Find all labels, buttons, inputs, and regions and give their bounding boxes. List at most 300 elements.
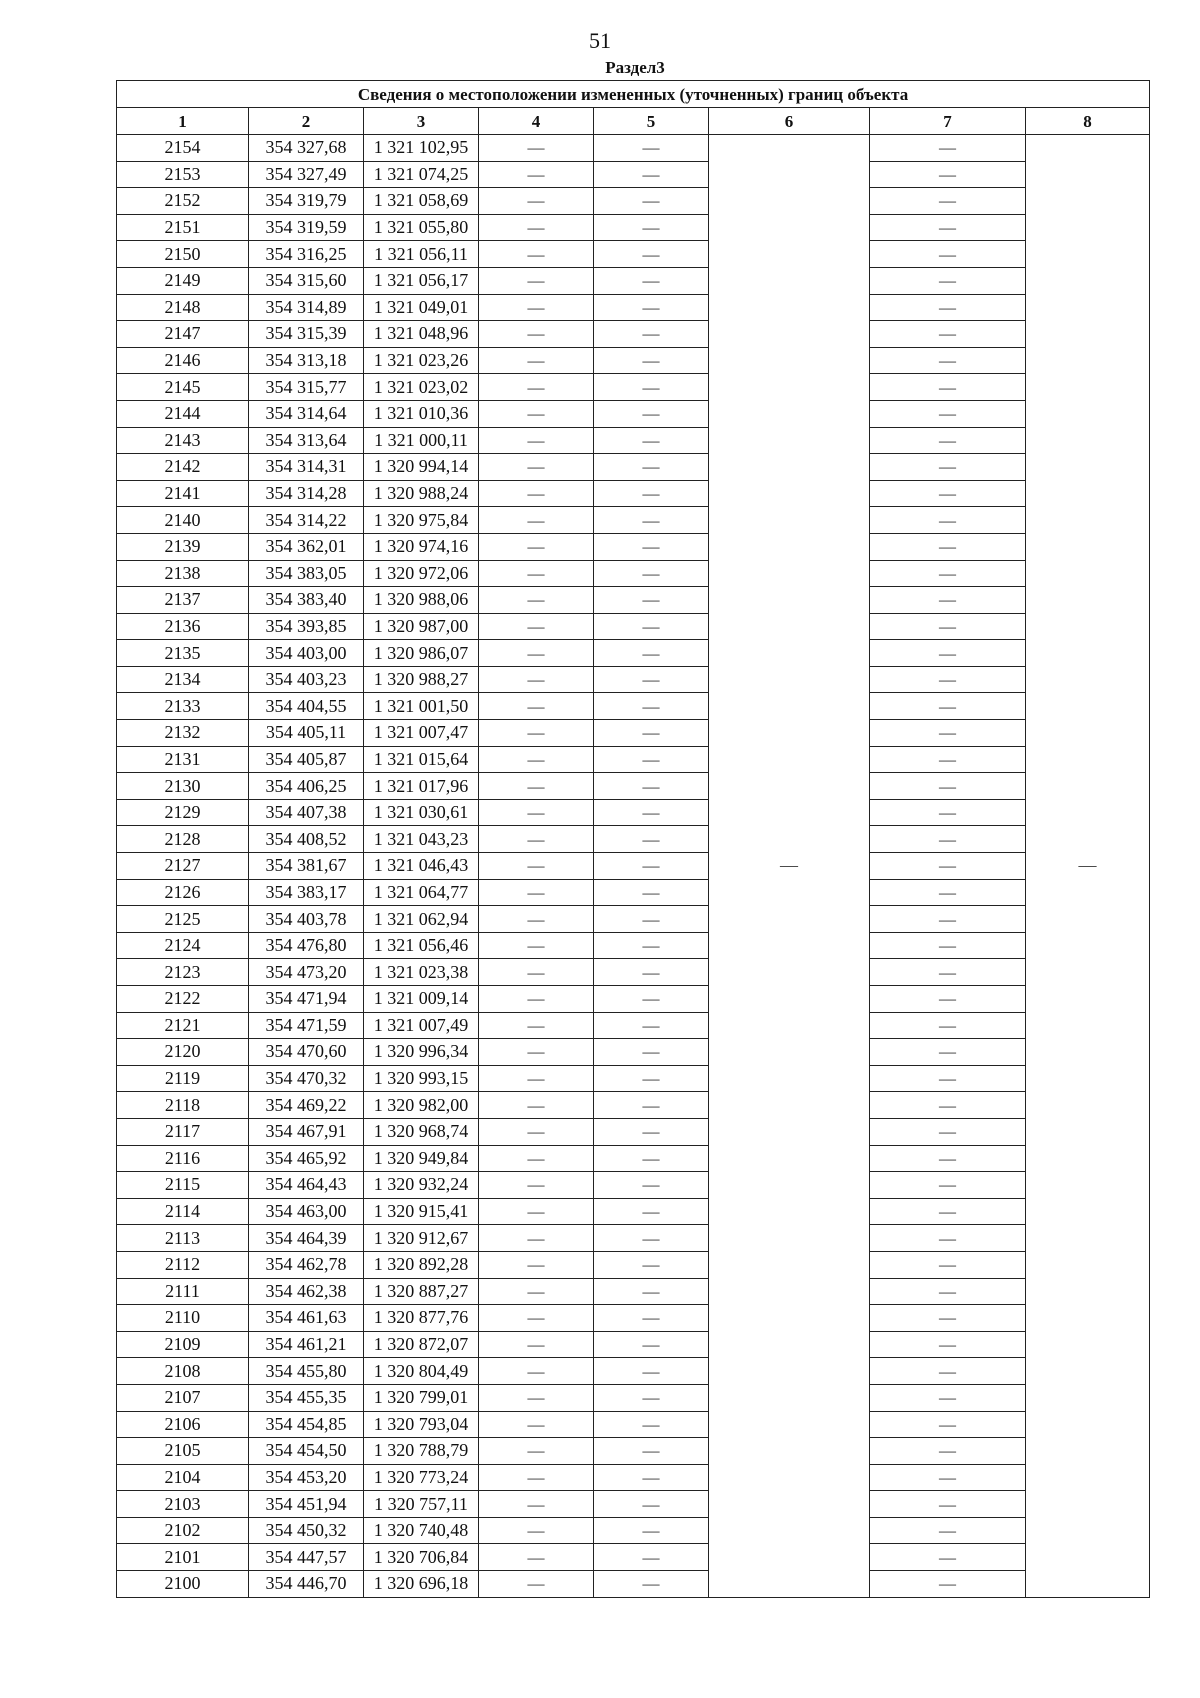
column-5-dash-cell: — bbox=[594, 1411, 709, 1438]
column-7-dash-cell: — bbox=[870, 1571, 1026, 1598]
x-coordinate-cell: 354 314,64 bbox=[249, 400, 364, 427]
y-coordinate-cell: 1 320 993,15 bbox=[364, 1065, 479, 1092]
point-number-cell: 2153 bbox=[117, 161, 249, 188]
coordinates-table bbox=[116, 80, 1150, 1598]
column-5-dash-cell: — bbox=[594, 454, 709, 481]
x-coordinate-cell: 354 314,89 bbox=[249, 294, 364, 321]
column-5-dash-cell: — bbox=[594, 640, 709, 667]
y-coordinate-cell: 1 321 056,17 bbox=[364, 267, 479, 294]
table-row bbox=[117, 1571, 1150, 1598]
column-7-dash-cell: — bbox=[870, 1198, 1026, 1225]
table-row bbox=[117, 826, 1150, 853]
x-coordinate-cell: 354 381,67 bbox=[249, 853, 364, 880]
table-row bbox=[117, 161, 1150, 188]
column-7-dash-cell: — bbox=[870, 347, 1026, 374]
y-coordinate-cell: 1 320 932,24 bbox=[364, 1172, 479, 1199]
column-5-dash-cell: — bbox=[594, 241, 709, 268]
x-coordinate-cell: 354 327,68 bbox=[249, 135, 364, 162]
column-6-merged-cell: — bbox=[709, 135, 870, 1598]
column-7-dash-cell: — bbox=[870, 587, 1026, 614]
table-row bbox=[117, 666, 1150, 693]
column-4-dash-cell: — bbox=[479, 906, 594, 933]
column-4-dash-cell: — bbox=[479, 1438, 594, 1465]
column-5-dash-cell: — bbox=[594, 560, 709, 587]
table-row bbox=[117, 1331, 1150, 1358]
point-number-cell: 2110 bbox=[117, 1305, 249, 1332]
x-coordinate-cell: 354 404,55 bbox=[249, 693, 364, 720]
y-coordinate-cell: 1 320 872,07 bbox=[364, 1331, 479, 1358]
column-5-dash-cell: — bbox=[594, 799, 709, 826]
column-4-dash-cell: — bbox=[479, 1198, 594, 1225]
column-4-dash-cell: — bbox=[479, 374, 594, 401]
column-5-dash-cell: — bbox=[594, 507, 709, 534]
column-4-dash-cell: — bbox=[479, 507, 594, 534]
table-row bbox=[117, 1118, 1150, 1145]
column-4-dash-cell: — bbox=[479, 480, 594, 507]
x-coordinate-cell: 354 315,39 bbox=[249, 321, 364, 348]
y-coordinate-cell: 1 320 968,74 bbox=[364, 1118, 479, 1145]
y-coordinate-cell: 1 321 007,49 bbox=[364, 1012, 479, 1039]
column-number: 1 bbox=[117, 108, 249, 135]
column-4-dash-cell: — bbox=[479, 1544, 594, 1571]
x-coordinate-cell: 354 473,20 bbox=[249, 959, 364, 986]
column-4-dash-cell: — bbox=[479, 1305, 594, 1332]
x-coordinate-cell: 354 446,70 bbox=[249, 1571, 364, 1598]
point-number-cell: 2108 bbox=[117, 1358, 249, 1385]
column-7-dash-cell: — bbox=[870, 1305, 1026, 1332]
column-7-dash-cell: — bbox=[870, 188, 1026, 215]
y-coordinate-cell: 1 320 972,06 bbox=[364, 560, 479, 587]
y-coordinate-cell: 1 321 009,14 bbox=[364, 986, 479, 1013]
point-number-cell: 2117 bbox=[117, 1118, 249, 1145]
column-7-dash-cell: — bbox=[870, 746, 1026, 773]
x-coordinate-cell: 354 470,60 bbox=[249, 1039, 364, 1066]
y-coordinate-cell: 1 321 017,96 bbox=[364, 773, 479, 800]
table-row bbox=[117, 1065, 1150, 1092]
column-4-dash-cell: — bbox=[479, 1012, 594, 1039]
y-coordinate-cell: 1 321 048,96 bbox=[364, 321, 479, 348]
column-7-dash-cell: — bbox=[870, 1118, 1026, 1145]
y-coordinate-cell: 1 320 975,84 bbox=[364, 507, 479, 534]
column-5-dash-cell: — bbox=[594, 267, 709, 294]
x-coordinate-cell: 354 455,80 bbox=[249, 1358, 364, 1385]
column-5-dash-cell: — bbox=[594, 1225, 709, 1252]
column-7-dash-cell: — bbox=[870, 906, 1026, 933]
x-coordinate-cell: 354 461,63 bbox=[249, 1305, 364, 1332]
y-coordinate-cell: 1 321 023,26 bbox=[364, 347, 479, 374]
table-row bbox=[117, 693, 1150, 720]
column-5-dash-cell: — bbox=[594, 1198, 709, 1225]
y-coordinate-cell: 1 320 877,76 bbox=[364, 1305, 479, 1332]
y-coordinate-cell: 1 321 046,43 bbox=[364, 853, 479, 880]
column-5-dash-cell: — bbox=[594, 1491, 709, 1518]
column-7-dash-cell: — bbox=[870, 799, 1026, 826]
table-row bbox=[117, 1145, 1150, 1172]
y-coordinate-cell: 1 320 696,18 bbox=[364, 1571, 479, 1598]
column-4-dash-cell: — bbox=[479, 746, 594, 773]
y-coordinate-cell: 1 321 055,80 bbox=[364, 214, 479, 241]
column-4-dash-cell: — bbox=[479, 188, 594, 215]
y-coordinate-cell: 1 321 049,01 bbox=[364, 294, 479, 321]
x-coordinate-cell: 354 393,85 bbox=[249, 613, 364, 640]
table-row bbox=[117, 1358, 1150, 1385]
table-caption: Сведения о местоположении измененных (уточненных) границ объекта bbox=[117, 81, 1150, 108]
column-7-dash-cell: — bbox=[870, 1172, 1026, 1199]
column-4-dash-cell: — bbox=[479, 986, 594, 1013]
column-5-dash-cell: — bbox=[594, 347, 709, 374]
column-4-dash-cell: — bbox=[479, 1118, 594, 1145]
point-number-cell: 2131 bbox=[117, 746, 249, 773]
table-row bbox=[117, 1092, 1150, 1119]
point-number-cell: 2100 bbox=[117, 1571, 249, 1598]
column-4-dash-cell: — bbox=[479, 693, 594, 720]
page-number: 51 bbox=[589, 28, 611, 53]
table-row bbox=[117, 1012, 1150, 1039]
column-7-dash-cell: — bbox=[870, 1411, 1026, 1438]
column-5-dash-cell: — bbox=[594, 1145, 709, 1172]
y-coordinate-cell: 1 321 023,38 bbox=[364, 959, 479, 986]
point-number-cell: 2134 bbox=[117, 666, 249, 693]
column-5-dash-cell: — bbox=[594, 214, 709, 241]
column-4-dash-cell: — bbox=[479, 799, 594, 826]
y-coordinate-cell: 1 320 988,24 bbox=[364, 480, 479, 507]
table-row bbox=[117, 1039, 1150, 1066]
y-coordinate-cell: 1 320 788,79 bbox=[364, 1438, 479, 1465]
column-5-dash-cell: — bbox=[594, 374, 709, 401]
point-number-cell: 2133 bbox=[117, 693, 249, 720]
column-5-dash-cell: — bbox=[594, 1092, 709, 1119]
x-coordinate-cell: 354 403,78 bbox=[249, 906, 364, 933]
column-4-dash-cell: — bbox=[479, 1145, 594, 1172]
point-number-cell: 2135 bbox=[117, 640, 249, 667]
column-7-dash-cell: — bbox=[870, 533, 1026, 560]
y-coordinate-cell: 1 321 102,95 bbox=[364, 135, 479, 162]
column-4-dash-cell: — bbox=[479, 1278, 594, 1305]
column-7-dash-cell: — bbox=[870, 773, 1026, 800]
column-4-dash-cell: — bbox=[479, 1491, 594, 1518]
y-coordinate-cell: 1 321 023,02 bbox=[364, 374, 479, 401]
column-number: 5 bbox=[594, 108, 709, 135]
column-4-dash-cell: — bbox=[479, 932, 594, 959]
x-coordinate-cell: 354 405,11 bbox=[249, 720, 364, 747]
point-number-cell: 2143 bbox=[117, 427, 249, 454]
x-coordinate-cell: 354 469,22 bbox=[249, 1092, 364, 1119]
column-5-dash-cell: — bbox=[594, 533, 709, 560]
x-coordinate-cell: 354 313,18 bbox=[249, 347, 364, 374]
point-number-cell: 2141 bbox=[117, 480, 249, 507]
x-coordinate-cell: 354 470,32 bbox=[249, 1065, 364, 1092]
x-coordinate-cell: 354 406,25 bbox=[249, 773, 364, 800]
x-coordinate-cell: 354 315,77 bbox=[249, 374, 364, 401]
column-7-dash-cell: — bbox=[870, 1225, 1026, 1252]
column-4-dash-cell: — bbox=[479, 1464, 594, 1491]
column-7-dash-cell: — bbox=[870, 454, 1026, 481]
column-7-dash-cell: — bbox=[870, 480, 1026, 507]
point-number-cell: 2139 bbox=[117, 533, 249, 560]
column-7-dash-cell: — bbox=[870, 1491, 1026, 1518]
point-number-cell: 2126 bbox=[117, 879, 249, 906]
column-5-dash-cell: — bbox=[594, 853, 709, 880]
point-number-cell: 2116 bbox=[117, 1145, 249, 1172]
x-coordinate-cell: 354 383,17 bbox=[249, 879, 364, 906]
table-row bbox=[117, 932, 1150, 959]
point-number-cell: 2152 bbox=[117, 188, 249, 215]
table-row bbox=[117, 1544, 1150, 1571]
column-4-dash-cell: — bbox=[479, 241, 594, 268]
x-coordinate-cell: 354 327,49 bbox=[249, 161, 364, 188]
x-coordinate-cell: 354 461,21 bbox=[249, 1331, 364, 1358]
x-coordinate-cell: 354 316,25 bbox=[249, 241, 364, 268]
x-coordinate-cell: 354 463,00 bbox=[249, 1198, 364, 1225]
column-4-dash-cell: — bbox=[479, 1225, 594, 1252]
x-coordinate-cell: 354 407,38 bbox=[249, 799, 364, 826]
column-5-dash-cell: — bbox=[594, 932, 709, 959]
column-4-dash-cell: — bbox=[479, 135, 594, 162]
column-5-dash-cell: — bbox=[594, 720, 709, 747]
x-coordinate-cell: 354 454,50 bbox=[249, 1438, 364, 1465]
column-7-dash-cell: — bbox=[870, 1544, 1026, 1571]
x-coordinate-cell: 354 467,91 bbox=[249, 1118, 364, 1145]
y-coordinate-cell: 1 321 015,64 bbox=[364, 746, 479, 773]
table-row bbox=[117, 613, 1150, 640]
x-coordinate-cell: 354 403,00 bbox=[249, 640, 364, 667]
x-coordinate-cell: 354 403,23 bbox=[249, 666, 364, 693]
column-5-dash-cell: — bbox=[594, 1331, 709, 1358]
column-5-dash-cell: — bbox=[594, 879, 709, 906]
x-coordinate-cell: 354 314,22 bbox=[249, 507, 364, 534]
table-body bbox=[117, 135, 1150, 1598]
table-row bbox=[117, 507, 1150, 534]
point-number-cell: 2130 bbox=[117, 773, 249, 800]
table-row bbox=[117, 1438, 1150, 1465]
table-row bbox=[117, 188, 1150, 215]
column-8-merged-cell: — bbox=[1026, 135, 1150, 1598]
column-7-dash-cell: — bbox=[870, 1251, 1026, 1278]
x-coordinate-cell: 354 319,59 bbox=[249, 214, 364, 241]
column-5-dash-cell: — bbox=[594, 1517, 709, 1544]
column-5-dash-cell: — bbox=[594, 986, 709, 1013]
column-5-dash-cell: — bbox=[594, 773, 709, 800]
point-number-cell: 2123 bbox=[117, 959, 249, 986]
column-number: 8 bbox=[1026, 108, 1150, 135]
column-5-dash-cell: — bbox=[594, 1039, 709, 1066]
x-coordinate-cell: 354 455,35 bbox=[249, 1384, 364, 1411]
point-number-cell: 2137 bbox=[117, 587, 249, 614]
x-coordinate-cell: 354 405,87 bbox=[249, 746, 364, 773]
y-coordinate-cell: 1 321 043,23 bbox=[364, 826, 479, 853]
column-5-dash-cell: — bbox=[594, 1464, 709, 1491]
table-row bbox=[117, 1384, 1150, 1411]
column-5-dash-cell: — bbox=[594, 1305, 709, 1332]
column-5-dash-cell: — bbox=[594, 906, 709, 933]
column-7-dash-cell: — bbox=[870, 1145, 1026, 1172]
point-number-cell: 2124 bbox=[117, 932, 249, 959]
column-5-dash-cell: — bbox=[594, 826, 709, 853]
x-coordinate-cell: 354 314,31 bbox=[249, 454, 364, 481]
y-coordinate-cell: 1 320 740,48 bbox=[364, 1517, 479, 1544]
column-4-dash-cell: — bbox=[479, 214, 594, 241]
y-coordinate-cell: 1 321 062,94 bbox=[364, 906, 479, 933]
y-coordinate-cell: 1 321 056,11 bbox=[364, 241, 479, 268]
point-number-cell: 2118 bbox=[117, 1092, 249, 1119]
x-coordinate-cell: 354 462,78 bbox=[249, 1251, 364, 1278]
column-7-dash-cell: — bbox=[870, 1384, 1026, 1411]
point-number-cell: 2107 bbox=[117, 1384, 249, 1411]
table-row bbox=[117, 1411, 1150, 1438]
y-coordinate-cell: 1 320 892,28 bbox=[364, 1251, 479, 1278]
column-7-dash-cell: — bbox=[870, 1517, 1026, 1544]
column-5-dash-cell: — bbox=[594, 1251, 709, 1278]
point-number-cell: 2125 bbox=[117, 906, 249, 933]
column-4-dash-cell: — bbox=[479, 454, 594, 481]
y-coordinate-cell: 1 321 064,77 bbox=[364, 879, 479, 906]
column-4-dash-cell: — bbox=[479, 161, 594, 188]
column-7-dash-cell: — bbox=[870, 959, 1026, 986]
y-coordinate-cell: 1 320 799,01 bbox=[364, 1384, 479, 1411]
section-title: Раздел3 bbox=[605, 58, 665, 77]
column-7-dash-cell: — bbox=[870, 1012, 1026, 1039]
column-4-dash-cell: — bbox=[479, 1039, 594, 1066]
column-7-dash-cell: — bbox=[870, 1438, 1026, 1465]
y-coordinate-cell: 1 321 007,47 bbox=[364, 720, 479, 747]
column-4-dash-cell: — bbox=[479, 773, 594, 800]
table-row bbox=[117, 799, 1150, 826]
column-7-dash-cell: — bbox=[870, 214, 1026, 241]
y-coordinate-cell: 1 320 706,84 bbox=[364, 1544, 479, 1571]
column-5-dash-cell: — bbox=[594, 959, 709, 986]
point-number-cell: 2111 bbox=[117, 1278, 249, 1305]
column-7-dash-cell: — bbox=[870, 161, 1026, 188]
x-coordinate-cell: 354 451,94 bbox=[249, 1491, 364, 1518]
point-number-cell: 2121 bbox=[117, 1012, 249, 1039]
column-4-dash-cell: — bbox=[479, 400, 594, 427]
table-row bbox=[117, 959, 1150, 986]
column-5-dash-cell: — bbox=[594, 1065, 709, 1092]
column-5-dash-cell: — bbox=[594, 1571, 709, 1598]
y-coordinate-cell: 1 321 056,46 bbox=[364, 932, 479, 959]
column-7-dash-cell: — bbox=[870, 693, 1026, 720]
column-7-dash-cell: — bbox=[870, 241, 1026, 268]
column-5-dash-cell: — bbox=[594, 613, 709, 640]
y-coordinate-cell: 1 320 996,34 bbox=[364, 1039, 479, 1066]
point-number-cell: 2146 bbox=[117, 347, 249, 374]
column-4-dash-cell: — bbox=[479, 959, 594, 986]
column-7-dash-cell: — bbox=[870, 1278, 1026, 1305]
point-number-cell: 2149 bbox=[117, 267, 249, 294]
point-number-cell: 2122 bbox=[117, 986, 249, 1013]
point-number-cell: 2113 bbox=[117, 1225, 249, 1252]
column-7-dash-cell: — bbox=[870, 1065, 1026, 1092]
point-number-cell: 2105 bbox=[117, 1438, 249, 1465]
table-row bbox=[117, 1278, 1150, 1305]
x-coordinate-cell: 354 462,38 bbox=[249, 1278, 364, 1305]
x-coordinate-cell: 354 464,39 bbox=[249, 1225, 364, 1252]
x-coordinate-cell: 354 383,40 bbox=[249, 587, 364, 614]
column-4-dash-cell: — bbox=[479, 1384, 594, 1411]
point-number-cell: 2154 bbox=[117, 135, 249, 162]
point-number-cell: 2102 bbox=[117, 1517, 249, 1544]
column-4-dash-cell: — bbox=[479, 533, 594, 560]
column-5-dash-cell: — bbox=[594, 693, 709, 720]
column-5-dash-cell: — bbox=[594, 1118, 709, 1145]
table-row bbox=[117, 374, 1150, 401]
y-coordinate-cell: 1 321 058,69 bbox=[364, 188, 479, 215]
column-4-dash-cell: — bbox=[479, 879, 594, 906]
x-coordinate-cell: 354 471,59 bbox=[249, 1012, 364, 1039]
column-4-dash-cell: — bbox=[479, 1411, 594, 1438]
table-row bbox=[117, 480, 1150, 507]
point-number-cell: 2129 bbox=[117, 799, 249, 826]
column-7-dash-cell: — bbox=[870, 879, 1026, 906]
table-row bbox=[117, 1172, 1150, 1199]
y-coordinate-cell: 1 320 987,00 bbox=[364, 613, 479, 640]
column-4-dash-cell: — bbox=[479, 826, 594, 853]
column-7-dash-cell: — bbox=[870, 374, 1026, 401]
column-number: 4 bbox=[479, 108, 594, 135]
column-4-dash-cell: — bbox=[479, 587, 594, 614]
column-number: 2 bbox=[249, 108, 364, 135]
point-number-cell: 2147 bbox=[117, 321, 249, 348]
column-5-dash-cell: — bbox=[594, 1438, 709, 1465]
table-row bbox=[117, 347, 1150, 374]
x-coordinate-cell: 354 476,80 bbox=[249, 932, 364, 959]
column-4-dash-cell: — bbox=[479, 1172, 594, 1199]
y-coordinate-cell: 1 320 949,84 bbox=[364, 1145, 479, 1172]
column-7-dash-cell: — bbox=[870, 294, 1026, 321]
column-5-dash-cell: — bbox=[594, 587, 709, 614]
table-row bbox=[117, 560, 1150, 587]
column-7-dash-cell: — bbox=[870, 1092, 1026, 1119]
column-number: 7 bbox=[870, 108, 1026, 135]
column-5-dash-cell: — bbox=[594, 666, 709, 693]
column-7-dash-cell: — bbox=[870, 613, 1026, 640]
point-number-cell: 2140 bbox=[117, 507, 249, 534]
y-coordinate-cell: 1 320 804,49 bbox=[364, 1358, 479, 1385]
column-5-dash-cell: — bbox=[594, 135, 709, 162]
point-number-cell: 2128 bbox=[117, 826, 249, 853]
column-5-dash-cell: — bbox=[594, 427, 709, 454]
table-row bbox=[117, 454, 1150, 481]
column-number: 6 bbox=[709, 108, 870, 135]
y-coordinate-cell: 1 320 757,11 bbox=[364, 1491, 479, 1518]
table-row bbox=[117, 587, 1150, 614]
column-4-dash-cell: — bbox=[479, 613, 594, 640]
column-4-dash-cell: — bbox=[479, 720, 594, 747]
column-4-dash-cell: — bbox=[479, 666, 594, 693]
table-row bbox=[117, 906, 1150, 933]
y-coordinate-cell: 1 321 000,11 bbox=[364, 427, 479, 454]
column-7-dash-cell: — bbox=[870, 135, 1026, 162]
column-4-dash-cell: — bbox=[479, 1331, 594, 1358]
table-row bbox=[117, 241, 1150, 268]
column-5-dash-cell: — bbox=[594, 480, 709, 507]
point-number-cell: 2136 bbox=[117, 613, 249, 640]
table-row bbox=[117, 214, 1150, 241]
table-row bbox=[117, 294, 1150, 321]
y-coordinate-cell: 1 320 912,67 bbox=[364, 1225, 479, 1252]
column-7-dash-cell: — bbox=[870, 400, 1026, 427]
point-number-cell: 2112 bbox=[117, 1251, 249, 1278]
y-coordinate-cell: 1 320 793,04 bbox=[364, 1411, 479, 1438]
table-row bbox=[117, 1305, 1150, 1332]
table-row bbox=[117, 135, 1150, 162]
table-row bbox=[117, 1464, 1150, 1491]
y-coordinate-cell: 1 320 974,16 bbox=[364, 533, 479, 560]
y-coordinate-cell: 1 320 986,07 bbox=[364, 640, 479, 667]
column-7-dash-cell: — bbox=[870, 853, 1026, 880]
table-row bbox=[117, 879, 1150, 906]
y-coordinate-cell: 1 321 074,25 bbox=[364, 161, 479, 188]
